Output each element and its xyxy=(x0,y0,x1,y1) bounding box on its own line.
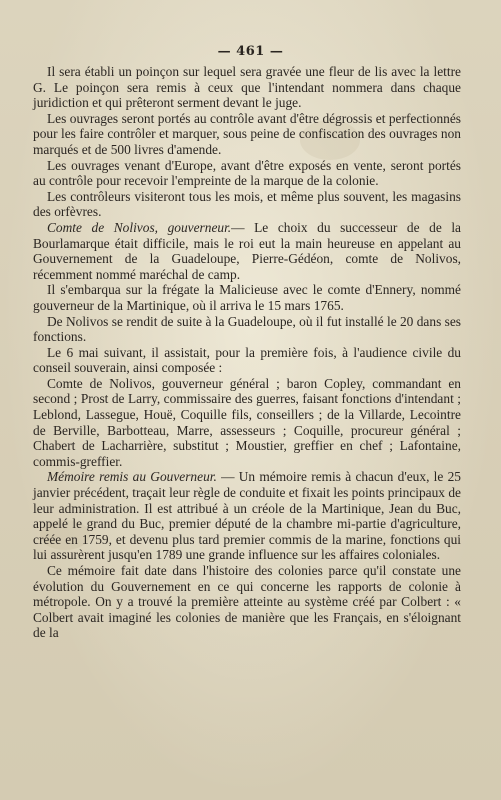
paragraph: Il sera établi un poinçon sur lequel sera gravée une fleur de lis avec la lettre G. Le poinçon sera remis à ceux que l'intendant nommera dans chaque juridiction et qui prêteront serment devant le juge. xyxy=(33,64,461,111)
paragraph: Les ouvrages seront portés au contrôle avant d'être dégrossis et perfectionnés pour les faire contrôler et marquer, sous peine de confiscation des ouvrages non marqués et de 500 livres d'amende. xyxy=(33,110,461,157)
paragraph: Il s'embarqua sur la frégate la Malicieuse avec le comte d'Ennery, nommé gouverneur de la Martinique, où il arriva le 15 mars 1765. xyxy=(33,282,461,313)
paragraph: Le 6 mai suivant, il assistait, pour la première fois, à l'audience civile du conseil souverain, ainsi composée : xyxy=(33,344,461,376)
paragraph: Comte de Nolivos, gouverneur général ; baron Copley, commandant en second ; Prost de Larry, commissaire des guerres, faisant fonctions d'intendant ; Leblond, Lassegue, Houë, Coquille fils, conseillers ; de la Villarde, Lecointre de Berville, Barbotteau, Marre, assesseurs ; Coquille, procureur général ; Chabert de Lacharrière, substitut ; Moustier, greffier en chef ; Lafontaine, commis-greffier. xyxy=(33,375,461,469)
page-body xyxy=(33,64,461,641)
section-heading: Mémoire remis au Gouverneur. xyxy=(47,469,217,485)
paragraph: Ce mémoire fait date dans l'histoire des colonies parce qu'il constate une évolution du Gouvernement en ce qui concerne les rapports de colonie à métropole. On y a trouvé la première atteinte au système créé par Colbert : « Colbert avait imaginé les colonies de manière que les Français, en s'éloignant de la xyxy=(33,563,461,641)
paragraph: Les contrôleurs visiteront tous les mois, et même plus souvent, les magasins des orfèvres. xyxy=(33,188,461,220)
paragraph: Mémoire remis au Gouverneur. — Un mémoire remis à chacun d'eux, le 25 janvier précédent, traçait leur règle de conduite et fixait les points principaux de leur administration. Il est attribué à un créole de la Martinique, Jean du Buc, appelé le grand du Buc, premier député de la chambre mi-partie d'agriculture, créée en 1759, et devenu plus tard premier commis de la marine, fonctions qui lui assurèrent jusqu'en 1789 une grande influence sur les affaires coloniales. xyxy=(33,469,461,563)
page-number: — 461 — xyxy=(217,44,284,59)
paragraph: De Nolivos se rendit de suite à la Guadeloupe, où il fut installé le 20 dans ses fonctions. xyxy=(33,313,461,345)
paragraph: Les ouvrages venant d'Europe, avant d'être exposés en vente, seront portés au contrôle pour recevoir l'empreinte de la marque de la colonie. xyxy=(33,157,461,189)
paragraph: Comte de Nolivos, gouverneur.— Le choix du successeur de de la Bourlamarque était difficile, mais le roi eut la main heureuse en appelant au Gouvernement de la Guadeloupe, Pierre-Gédéon, comte de Nolivos, récemment nommé maréchal de camp. xyxy=(33,219,461,282)
section-heading: Comte de Nolivos, gouverneur. xyxy=(47,219,232,235)
